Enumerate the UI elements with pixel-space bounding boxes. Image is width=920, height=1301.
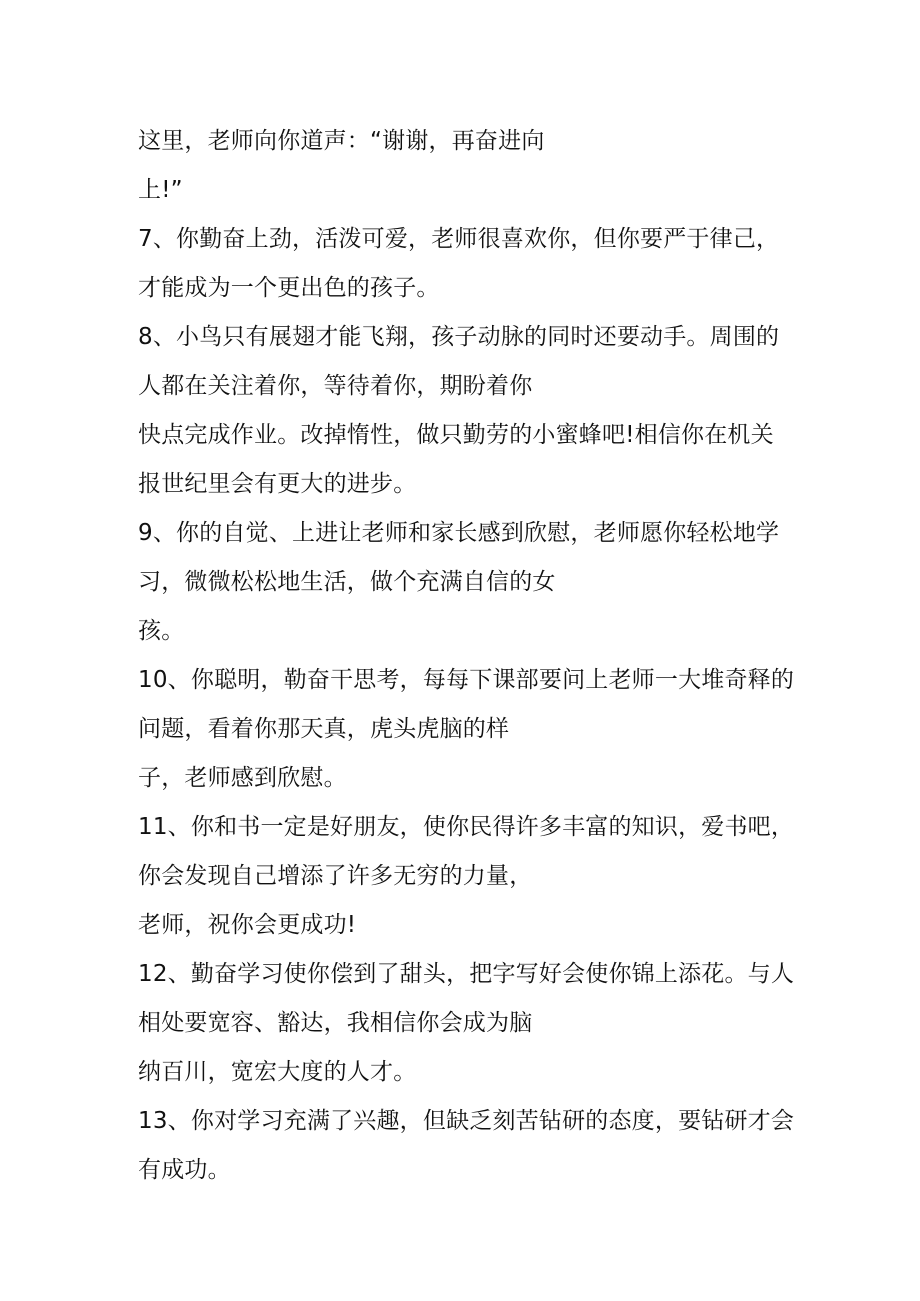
text-line: 12、勤奋学习使你偿到了甜头，把字写好会使你锦上添花。与人 [138, 961, 795, 987]
text-line: 习，微微松松地生活，做个充满自信的女 [138, 569, 556, 595]
text-line: 上!” [138, 177, 183, 203]
text-line: 老师，祝你会更成功! [138, 912, 357, 938]
text-line: 13、你对学习充满了兴趣，但缺乏刻苦钻研的态度，要钻研才会 [138, 1108, 795, 1134]
text-line: 8、小鸟只有展翅才能飞翔，孩子动脉的同时还要动手。周围的 [138, 324, 780, 350]
text-line: 孩。 [138, 618, 185, 644]
text-line: 报世纪里会有更大的进步。 [138, 471, 417, 497]
text-line: 相处要宽容、豁达，我相信你会成为脑 [138, 1010, 533, 1036]
text-line: 子，老师感到欣慰。 [138, 765, 347, 791]
text-line: 7、你勤奋上劲，活泼可爱，老师很喜欢你，但你要严于律己， [138, 226, 780, 252]
text-line: 有成功。 [138, 1157, 231, 1183]
text-line: 快点完成作业。改掉惰性，做只勤劳的小蜜蜂吧!相信你在机关 [138, 422, 774, 448]
text-line: 人都在关注着你，等待着你，期盼着你 [138, 373, 533, 399]
text-line: 11、你和书一定是好朋友，使你民得许多丰富的知识，爱书吧， [138, 814, 795, 840]
text-line: 你会发现自己增添了许多无穷的力量， [138, 863, 533, 889]
text-line: 这里，老师向你道声：“谢谢，再奋进向 [138, 128, 545, 154]
text-line: 10、你聪明，勒奋干思考，每每下课部要问上老师一大堆奇释的 [138, 667, 795, 693]
text-line: 问题，看着你那天真，虎头虎脑的样 [138, 716, 510, 742]
text-line: 纳百川，宽宏大度的人才。 [138, 1059, 417, 1085]
text-line: 才能成为一个更出色的孩子。 [138, 275, 440, 301]
text-line: 9、你的自觉、上进让老师和家长感到欣慰，老师愿你轻松地学 [138, 520, 780, 546]
